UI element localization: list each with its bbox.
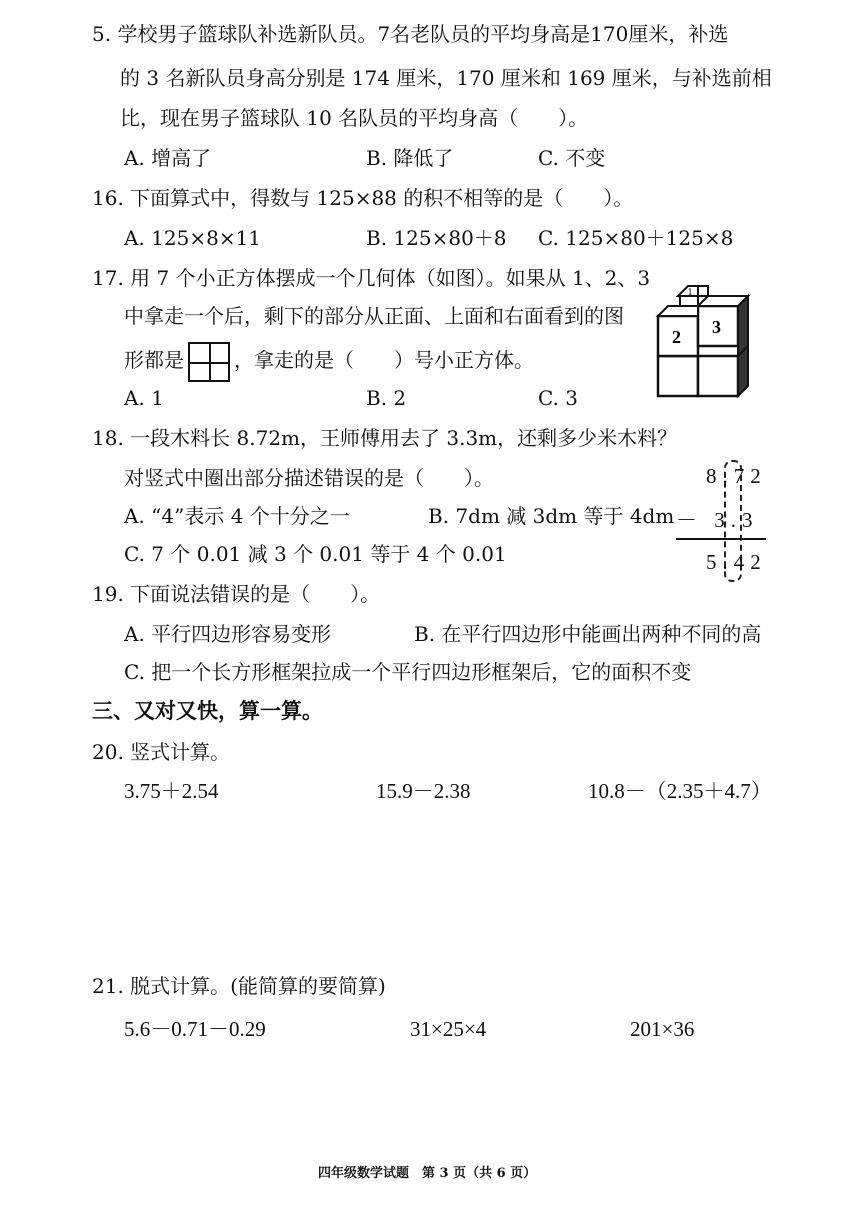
q16-line-1: 16. 下面算式中，得数与 125×88 的积不相等的是（ ）。 [92, 186, 634, 210]
cube-label-1: 1 [687, 287, 693, 298]
section-3-title: 三、又对又快，算一算。 [92, 698, 323, 723]
vertical-rule [676, 538, 766, 540]
q20-expr-3: 10.8－（2.35＋4.7） [588, 779, 772, 803]
q17-option-b: B. 2 [366, 386, 407, 410]
q19-line-1: 19. 下面说法错误的是（ ）。 [92, 582, 381, 606]
q18-option-b: B. 7dm 减 3dm 等于 4dm [428, 504, 675, 528]
cube-label-3: 3 [712, 317, 721, 337]
q20-expr-1: 3.75＋2.54 [124, 779, 219, 803]
q18-option-a: A. “4”表示 4 个十分之一 [124, 504, 350, 528]
q15-option-a: A. 增高了 [124, 146, 212, 170]
vertical-minus: － 3.3 [676, 508, 759, 532]
q17-line-1: 17. 用 7 个小正方体摆成一个几何体（如图）。如果从 1、2、3 [92, 266, 651, 290]
q17-line-3 [124, 338, 534, 382]
vertical-result: 5.42 [706, 550, 767, 574]
q16-option-a: A. 125×8×11 [124, 226, 262, 250]
q19-option-c: C. 把一个长方形框架拉成一个平行四边形框架后，它的面积不变 [124, 660, 692, 684]
q19-option-a: A. 平行四边形容易变形 [124, 622, 332, 646]
q20-expr-2: 15.9－2.38 [376, 779, 471, 803]
q17-option-a: A. 1 [124, 386, 164, 410]
q21-expr-1: 5.6－0.71－0.29 [124, 1017, 266, 1041]
cube-figure [650, 282, 754, 404]
q21-expr-3: 201×36 [630, 1017, 695, 1041]
q21-expr-2: 31×25×4 [410, 1017, 487, 1041]
q17-line-2: 中拿走一个后，剩下的部分从正面、上面和右面看到的图 [124, 304, 624, 328]
view-grid-icon [188, 342, 230, 382]
q20-title: 20. 竖式计算。 [92, 740, 231, 764]
q15-option-c: C. 不变 [538, 146, 606, 170]
q17-line-3-post: ，拿走的是（ ）号小正方体。 [234, 348, 534, 372]
cube-label-2: 2 [672, 327, 681, 347]
q18-line-1: 18. 一段木料长 8.72m，王师傅用去了 3.3m，还剩多少米木料？ [92, 426, 678, 450]
q19-option-b: B. 在平行四边形中能画出两种不同的高 [414, 622, 762, 646]
q15-option-b: B. 降低了 [366, 146, 454, 170]
q15-line-2: 的 3 名新队员身高分别是 174 厘米，170 厘米和 169 厘米，与补选前相 [120, 66, 772, 90]
q16-option-b: B. 125×80＋8 [366, 226, 507, 250]
page-footer: 四年级数学试题 第 3 页（共 6 页） [318, 1166, 537, 1181]
q21-title: 21. 脱式计算。(能简算的要简算) [92, 974, 386, 998]
q18-line-2: 对竖式中圈出部分描述错误的是（ ）。 [124, 466, 494, 490]
q15-line-1: 5. 学校男子篮球队补选新队员。7名老队员的平均身高是170厘米，补选 [92, 22, 729, 46]
q17-line-3-pre: 形都是 [124, 348, 184, 372]
q18-option-c: C. 7 个 0.01 减 3 个 0.01 等于 4 个 0.01 [124, 542, 507, 566]
vertical-subtraction [676, 458, 776, 588]
q15-line-3: 比，现在男子篮球队 10 名队员的平均身高（ ）。 [120, 106, 589, 130]
q17-option-c: C. 3 [538, 386, 579, 410]
vertical-top: 8.72 [706, 464, 767, 488]
q16-option-c: C. 125×80＋125×8 [538, 226, 734, 250]
